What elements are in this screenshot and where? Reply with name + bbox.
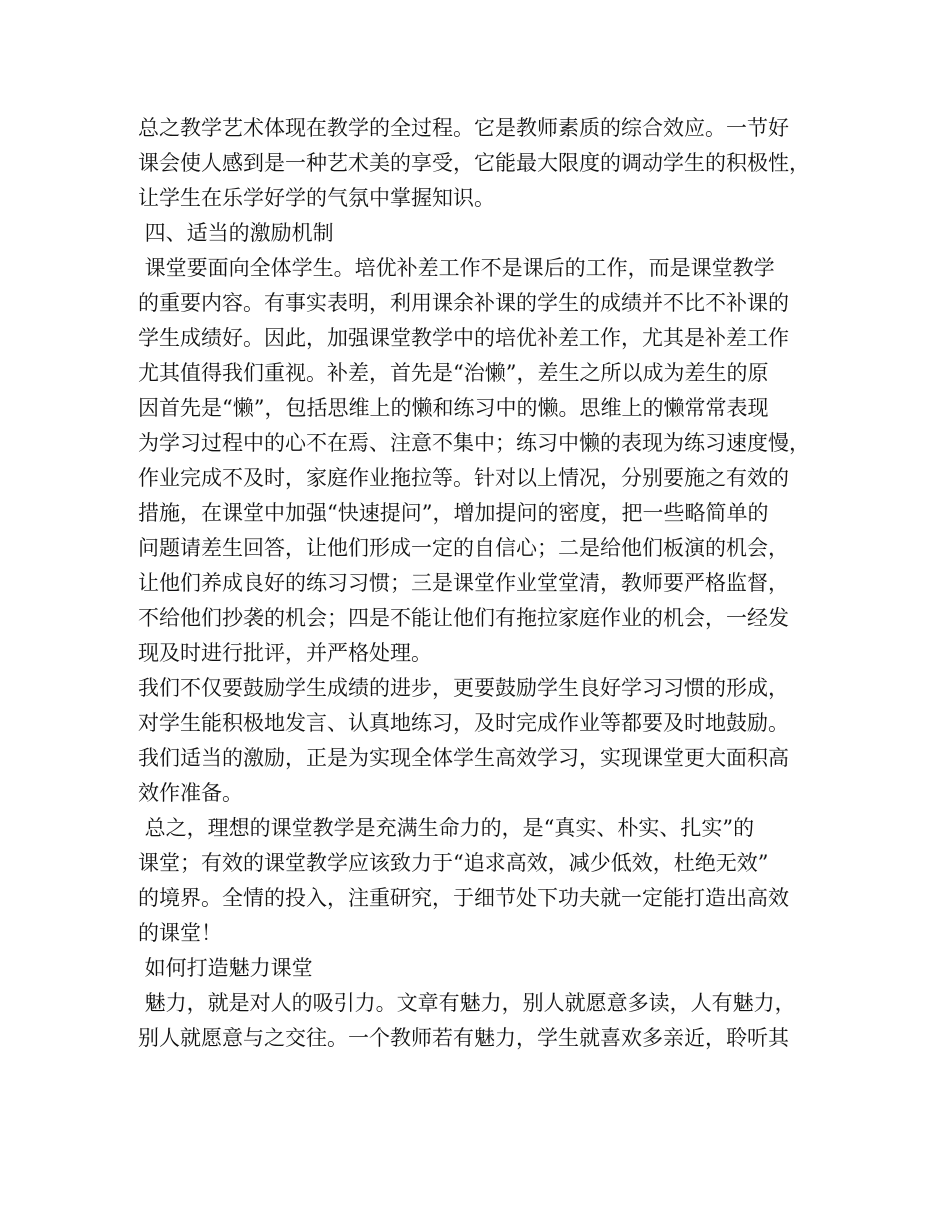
- text-line: 课会使人感到是一种艺术美的享受，它能最大限度的调动学生的积极性，: [138, 151, 810, 175]
- text-line: 的重要内容。有事实表明，利用课余补课的学生的成绩并不比不补课的: [138, 291, 789, 315]
- text-line: 让他们养成良好的练习习惯；三是课堂作业堂堂清，教师要严格监督，: [138, 571, 789, 595]
- text-line: 课堂；有效的课堂教学应该致力于“追求高效，减少低效，杜绝无效”: [138, 851, 769, 875]
- text-line: 效作准备。: [138, 781, 243, 805]
- text-line: 让学生在乐学好学的气氛中掌握知识。: [138, 186, 495, 210]
- document-body: [138, 111, 838, 1056]
- text-line: 我们不仅要鼓励学生成绩的进步，更要鼓励学生良好学习习惯的形成，: [138, 676, 789, 700]
- text-line: 别人就愿意与之交往。一个教师若有魅力，学生就喜欢多亲近，聆听其: [138, 1026, 789, 1050]
- text-line: 因首先是“懒”，包括思维上的懒和练习中的懒。思维上的懒常常表现: [138, 396, 769, 420]
- section-heading: 四、适当的激励机制: [138, 221, 334, 245]
- text-line: 总之，理想的课堂教学是充满生命力的，是“真实、朴实、扎实”的: [138, 816, 755, 840]
- section-heading: 如何打造魅力课堂: [138, 956, 313, 980]
- text-line: 为学习过程中的心不在焉、注意不集中；练习中懒的表现为练习速度慢，: [138, 431, 810, 455]
- text-line: 的课堂！: [138, 921, 222, 945]
- text-line: 措施，在课堂中加强“快速提问”，增加提问的密度，把一些略简单的: [138, 501, 769, 525]
- text-line: 我们适当的激励，正是为实现全体学生高效学习，实现课堂更大面积高: [138, 746, 789, 770]
- text-line: 作业完成不及时，家庭作业拖拉等。针对以上情况，分别要施之有效的: [138, 466, 789, 490]
- text-line: 学生成绩好。因此，加强课堂教学中的培优补差工作，尤其是补差工作: [138, 326, 789, 350]
- text-line: 总之教学艺术体现在教学的全过程。它是教师素质的综合效应。一节好: [138, 116, 789, 140]
- text-line: 的境界。全情的投入，注重研究，于细节处下功夫就一定能打造出高效: [138, 886, 789, 910]
- text-line: 课堂要面向全体学生。培优补差工作不是课后的工作，而是课堂教学: [138, 256, 775, 280]
- text-line: 对学生能积极地发言、认真地练习，及时完成作业等都要及时地鼓励。: [138, 711, 789, 735]
- text-line: 不给他们抄袭的机会；四是不能让他们有拖拉家庭作业的机会，一经发: [138, 606, 789, 630]
- text-line: 现及时进行批评，并严格处理。: [138, 641, 432, 665]
- text-line: 尤其值得我们重视。补差，首先是“治懒”，差生之所以成为差生的原: [138, 361, 769, 385]
- text-line: 问题请差生回答，让他们形成一定的自信心；二是给他们板演的机会，: [138, 536, 789, 560]
- text-line: 魅力，就是对人的吸引力。文章有魅力，别人就愿意多读，人有魅力，: [138, 991, 796, 1015]
